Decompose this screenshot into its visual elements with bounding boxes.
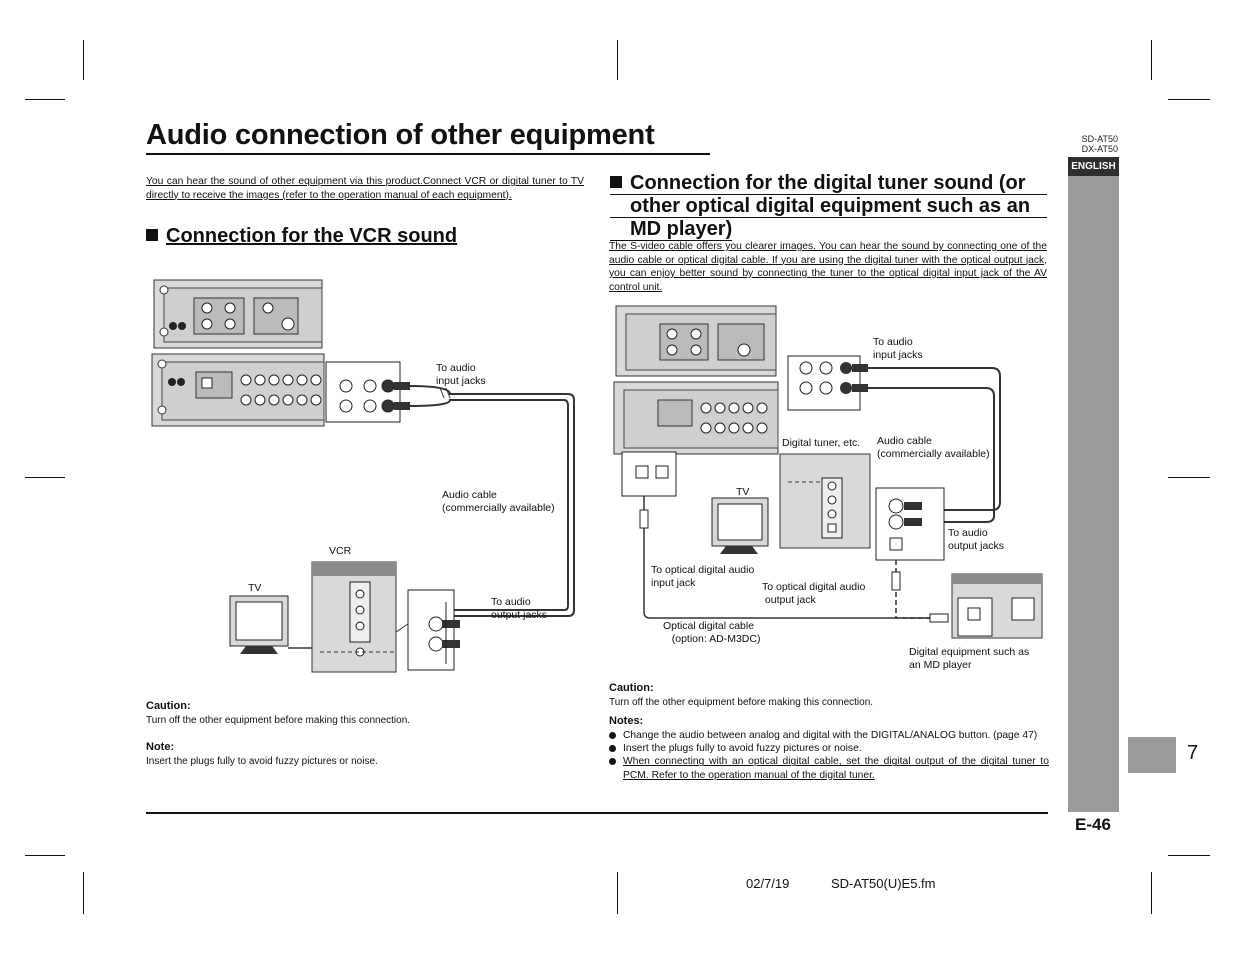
crop-mark <box>617 872 618 914</box>
label-vcr: VCR <box>329 545 352 557</box>
vcr-device <box>312 562 396 672</box>
crop-mark <box>1168 477 1210 478</box>
label-audio-cable: Audio cable (commercially available) <box>442 489 555 514</box>
av-unit-bottom <box>152 354 324 426</box>
model-number: SD-AT50 <box>1081 134 1118 144</box>
label-optical-cable: Optical digital cable (option: AD-M3DC) <box>663 620 761 645</box>
caution-text: Turn off the other equipment before making this connection. <box>609 697 874 708</box>
crop-mark <box>25 855 65 856</box>
square-bullet-icon <box>610 176 622 188</box>
crop-mark <box>617 40 618 80</box>
intro-paragraph: You can hear the sound of other equipment via this product.Connect VCR or digital tuner to TV directly to receive the images (refer to the operation manual of each equipment). <box>146 176 584 201</box>
crop-mark <box>1168 855 1210 856</box>
av-unit-top <box>616 306 776 376</box>
crop-mark <box>1151 40 1152 80</box>
output-jack-zoom <box>408 590 460 670</box>
digital-paragraph: The S-video cable offers you clearer images. You can hear the sound by connecting one of the audio cable or optical digital cable. If you are using the digital tuner with the optical output jack, you can enjoy better sound by connecting the tuner to the optical digital input jack of the AV control unit. <box>609 241 1047 293</box>
digital-tuner-device <box>780 454 870 548</box>
square-bullet-icon <box>146 229 158 241</box>
bullet-icon <box>609 745 616 752</box>
bullet-icon <box>609 732 616 739</box>
footer-date: 02/7/19 <box>746 876 790 891</box>
caution-title: Caution: <box>609 682 654 694</box>
label-tv: TV <box>248 582 262 594</box>
optical-jack-zoom <box>622 452 676 496</box>
notes-list <box>609 729 1049 782</box>
md-player-device <box>952 574 1042 638</box>
section-heading-vcr: Connection for the VCR sound <box>146 225 457 247</box>
crop-mark <box>25 477 65 478</box>
label-to-audio-output: To audio output jacks <box>491 596 548 621</box>
caution-text: Turn off the other equipment before making this connection. <box>146 715 411 726</box>
section-heading-digital: Connection for the digital tuner sound (or other optical digital equipment such as an MD player) <box>610 172 1047 241</box>
tv-device <box>712 498 768 554</box>
av-unit-bottom <box>614 382 778 454</box>
side-bar <box>1068 157 1119 812</box>
crop-mark <box>1151 872 1152 914</box>
chapter-number: 7 <box>1187 742 1199 764</box>
caution-title: Caution: <box>146 700 191 712</box>
label-audio-cable: Audio cable (commercially available) <box>877 435 990 460</box>
page-number: E-46 <box>1075 815 1111 834</box>
input-jack-zoom <box>326 362 410 422</box>
label-to-optical-input: To optical digital audio input jack <box>651 564 755 589</box>
label-md-player: Digital equipment such as an MD player <box>909 646 1030 671</box>
note-text: Insert the plugs fully to avoid fuzzy pictures or noise. <box>146 756 378 767</box>
list-item: Insert the plugs fully to avoid fuzzy pictures or noise. <box>609 742 1049 755</box>
language-tab: ENGLISH <box>1068 157 1119 176</box>
label-digital-tuner: Digital tuner, etc. <box>782 437 861 449</box>
note-title: Note: <box>146 741 175 753</box>
label-to-audio-input: To audio input jacks <box>873 336 923 361</box>
av-unit-top <box>154 280 322 348</box>
crop-mark <box>83 872 84 914</box>
footer-filename: SD-AT50(U)E5.fm <box>831 876 936 891</box>
crop-mark <box>1168 99 1210 100</box>
list-item: Change the audio between analog and digital with the DIGITAL/ANALOG button. (page 47) <box>609 729 1049 742</box>
list-item: When connecting with an optical digital cable, set the digital output of the digital tuner to PCM. Refer to the operation manual of the digital tuner. <box>609 755 1049 781</box>
label-tv: TV <box>736 486 750 498</box>
tv-device <box>230 596 288 654</box>
chapter-tab <box>1128 737 1176 773</box>
crop-mark <box>25 99 65 100</box>
label-to-audio-output: To audio output jacks <box>948 527 1005 552</box>
output-jack-zoom <box>876 488 944 560</box>
notes-title: Notes: <box>609 715 644 727</box>
crop-mark <box>83 40 84 80</box>
model-number: DX-AT50 <box>1081 144 1118 154</box>
bottom-rule <box>146 812 1048 814</box>
bullet-icon <box>609 758 616 765</box>
label-to-optical-output: To optical digital audio output jack <box>762 581 866 606</box>
page-title: Audio connection of other equipment <box>146 118 710 155</box>
label-to-audio-input: To audio input jacks <box>436 362 486 387</box>
input-jack-zoom <box>788 356 868 410</box>
